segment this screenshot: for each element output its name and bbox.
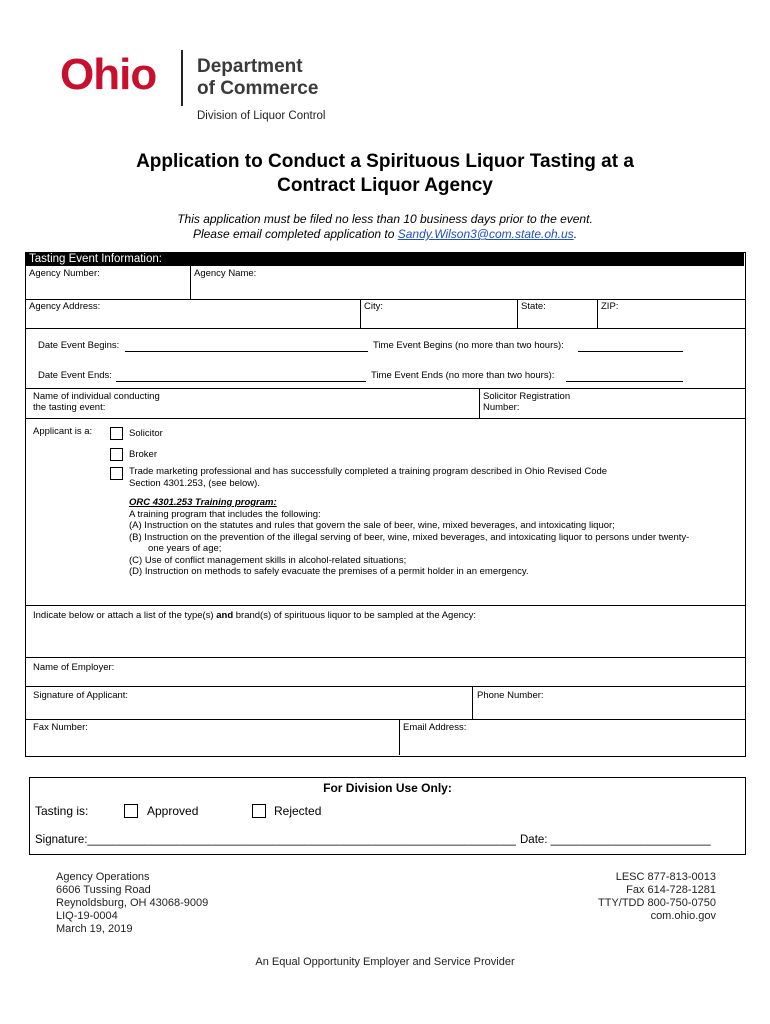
- orc-item-d: (D) Instruction on methods to safely evacuate the premises of a permit holder in an emergency.: [129, 566, 529, 577]
- orc-intro: A training program that includes the following:: [129, 508, 321, 520]
- divider: [399, 719, 400, 755]
- email-link[interactable]: Sandy.Wilson3@com.state.oh.us: [397, 227, 574, 241]
- approved-checkbox[interactable]: [124, 804, 138, 818]
- divider: [517, 299, 518, 328]
- footer-lesc: LESC 877-813-0013: [615, 871, 716, 883]
- trade-professional-option: [129, 466, 607, 489]
- footer-fax: Fax 614-728-1281: [626, 884, 716, 896]
- indicate-pre: Indicate below or attach a list of the type(s): [33, 610, 217, 621]
- trade-professional-checkbox[interactable]: [110, 467, 123, 480]
- page-title: [0, 150, 770, 198]
- dept-line2: of Commerce: [197, 78, 319, 99]
- state-field[interactable]: [522, 312, 594, 326]
- employer-label: Name of Employer:: [33, 662, 115, 673]
- intro-line1: This application must be filed no less than 10 business days prior to the event.: [177, 212, 593, 226]
- intro-line2-pre: Please email completed application to: [192, 227, 398, 241]
- phone-label: Phone Number:: [477, 690, 544, 701]
- footer-date: March 19, 2019: [56, 923, 133, 935]
- indicate-label: [33, 610, 476, 621]
- row-line: [25, 418, 745, 419]
- city-field[interactable]: [365, 312, 513, 326]
- divider: [190, 266, 191, 299]
- broker-checkbox[interactable]: [110, 448, 123, 461]
- dept-line1: Department: [197, 56, 303, 77]
- indicate-and: and: [216, 610, 234, 621]
- row-line: [25, 657, 745, 658]
- row-line: [25, 719, 745, 720]
- time-begins-field[interactable]: [578, 351, 683, 352]
- zip-field[interactable]: [602, 312, 740, 326]
- indicate-post: brand(s) of spirituous liquor to be sampled at the Agency:: [233, 610, 477, 621]
- individual-line2: the tasting event:: [33, 402, 106, 413]
- footer-website[interactable]: com.ohio.gov: [650, 910, 716, 922]
- agency-name-label: Agency Name:: [194, 268, 257, 279]
- footer-street: 6606 Tussing Road: [56, 884, 151, 896]
- title-line2: Contract Liquor Agency: [277, 175, 493, 196]
- orc-heading: ORC 4301.253 Training program:: [129, 497, 277, 508]
- row-line: [25, 686, 745, 687]
- state-label: State:: [521, 301, 546, 312]
- date-begins-field[interactable]: [125, 351, 368, 352]
- city-label: City:: [364, 301, 383, 312]
- row-line: [25, 388, 745, 389]
- department-name: [197, 56, 318, 100]
- intro-line2: [0, 227, 770, 242]
- approved-label: Approved: [147, 804, 199, 818]
- rejected-checkbox[interactable]: [252, 804, 266, 818]
- title-line1: Application to Conduct a Spirituous Liquor Tasting at a: [136, 151, 634, 172]
- orc-item-b: (B) Instruction on the prevention of the illegal serving of beer, wine, mixed beverages, and intoxicating liquor to persons under twenty-: [129, 531, 690, 543]
- logo-divider: [181, 50, 183, 106]
- solicitor-checkbox[interactable]: [110, 427, 123, 440]
- orc-item-a: (A) Instruction on the statutes and rules that govern the sale of beer, wine, mixed beverages, and intoxicating liquor;: [129, 520, 615, 531]
- rejected-label: Rejected: [274, 804, 322, 818]
- email-label: Email Address:: [403, 722, 467, 733]
- phone-field[interactable]: [477, 702, 740, 717]
- divider: [597, 299, 598, 328]
- division-date: Date: _________________________: [520, 834, 711, 846]
- orc-section: [129, 497, 734, 578]
- intro-line2-post: .: [573, 227, 578, 241]
- solicitor-reg-line2: Number:: [483, 402, 520, 413]
- trade-line1: Trade marketing professional and has successfully completed a training program described in Ohio Revised Code: [129, 466, 608, 477]
- agency-address-label: Agency Address:: [29, 301, 101, 312]
- liquor-list-field[interactable]: [30, 624, 740, 654]
- agency-name-field[interactable]: [195, 279, 740, 297]
- row-line: [25, 299, 745, 300]
- row-line: [25, 328, 745, 329]
- ohio-logo: Ohio: [60, 50, 157, 99]
- solicitor-option: Solicitor: [129, 428, 163, 439]
- tasting-is-label: Tasting is:: [35, 804, 89, 818]
- employer-field[interactable]: [130, 660, 740, 684]
- date-ends-label: Date Event Ends:: [38, 370, 112, 381]
- date-begins-label: Date Event Begins:: [38, 340, 120, 351]
- divider: [479, 388, 480, 418]
- footer-city: Reynoldsburg, OH 43068-9009: [56, 897, 209, 909]
- orc-item-b-cont: one years of age;: [148, 543, 222, 554]
- time-begins-label: Time Event Begins (no more than two hours):: [373, 340, 564, 351]
- solicitor-reg-field[interactable]: [530, 402, 740, 416]
- broker-option: Broker: [129, 449, 157, 460]
- divider: [472, 686, 473, 719]
- footer-agency: Agency Operations: [56, 871, 150, 883]
- individual-field[interactable]: [190, 392, 475, 416]
- agency-number-label: Agency Number:: [29, 268, 100, 279]
- time-ends-label: Time Event Ends (no more than two hours):: [371, 370, 555, 381]
- row-line: [25, 605, 745, 606]
- email-field[interactable]: [404, 735, 740, 752]
- division-use-title: For Division Use Only:: [323, 781, 452, 795]
- intro-text: [0, 212, 770, 242]
- agency-number-field[interactable]: [30, 279, 185, 297]
- division-signature: Signature:___________________________________________________________________: [35, 834, 516, 846]
- agency-address-field[interactable]: [30, 312, 355, 326]
- applicant-is-label: Applicant is a:: [33, 426, 93, 437]
- footer-contacts: [598, 871, 716, 923]
- division-name: Division of Liquor Control: [197, 110, 326, 122]
- trade-line2: Section 4301.253, (see below).: [129, 477, 260, 489]
- divider: [360, 299, 361, 328]
- individual-line1: Name of individual conducting: [33, 391, 160, 402]
- fax-label: Fax Number:: [33, 722, 88, 733]
- zip-label: ZIP:: [601, 301, 619, 312]
- footer-tty: TTY/TDD 800-750-0750: [598, 897, 716, 909]
- individual-label: [33, 391, 160, 413]
- equal-opportunity: An Equal Opportunity Employer and Service Provider: [255, 956, 515, 968]
- solicitor-reg-line1: Solicitor Registration: [483, 391, 571, 402]
- signature-label: Signature of Applicant:: [33, 690, 129, 701]
- footer-form-number: LIQ-19-0004: [56, 910, 118, 922]
- section-header: Tasting Event Information:: [25, 252, 744, 266]
- time-ends-field[interactable]: [566, 381, 683, 382]
- signature-field[interactable]: [30, 702, 468, 717]
- footer-address: [56, 871, 208, 936]
- fax-field[interactable]: [30, 735, 395, 752]
- orc-item-c: (C) Use of conflict management skills in alcohol-related situations;: [129, 554, 407, 566]
- date-ends-field[interactable]: [116, 381, 366, 382]
